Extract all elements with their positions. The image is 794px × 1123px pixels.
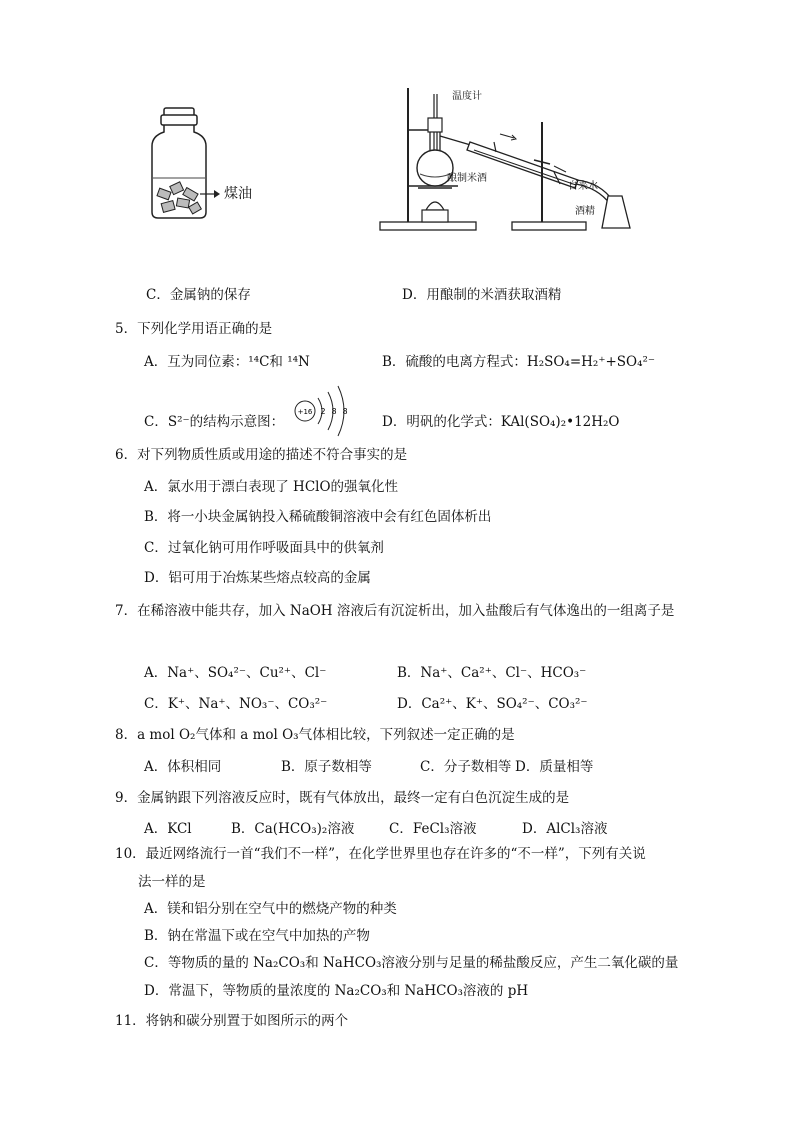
q9-option-b: B．Ca(HCO₃)₂溶液 xyxy=(231,821,355,837)
q10-option-a: A．镁和铝分别在空气中的燃烧产物的种类 xyxy=(144,901,397,917)
q10-option-b: B．钠在常温下或在空气中加热的产物 xyxy=(144,928,370,944)
q10-stem-line1: 10．最近网络流行一首“我们不一样”，在化学世界里也存在许多的“不一样”，下列有关说 xyxy=(115,846,646,862)
q4-option-d: D．用酿制的米酒获取酒精 xyxy=(402,287,562,303)
q9-stem: 9．金属钠跟下列溶液反应时，既有气体放出，最终一定有白色沉淀生成的是 xyxy=(115,790,570,806)
q6-stem: 6．对下列物质性质或用途的描述不符合事实的是 xyxy=(115,447,408,463)
label-thermometer: 温度计 xyxy=(452,91,482,102)
q5-stem: 5．下列化学用语正确的是 xyxy=(115,321,273,337)
nucleus-charge: +16 xyxy=(297,408,313,416)
q9-option-a: A．KCl xyxy=(144,821,192,837)
q8-option-d: D．质量相等 xyxy=(515,759,594,775)
label-tap-water: 自来水 xyxy=(568,181,598,192)
shell-2-electrons: 8 xyxy=(331,407,337,416)
q10-option-d: D．常温下，等物质的量浓度的 Na₂CO₃和 NaHCO₃溶液的 pH xyxy=(144,983,529,999)
label-receiver: 酒精 xyxy=(575,206,595,217)
q10-stem-line2: 法一样的是 xyxy=(138,874,206,890)
q5-option-a: A．互为同位素：¹⁴C和 ¹⁴N xyxy=(144,354,310,370)
q7-option-c: C．K⁺、Na⁺、NO₃⁻、CO₃²⁻ xyxy=(144,696,328,712)
q4-option-c: C．金属钠的保存 xyxy=(146,287,251,303)
q8-option-c: C．分子数相等 xyxy=(420,759,512,775)
label-flask: 酿制米酒 xyxy=(447,173,487,184)
q8-stem: 8．a mol O₂气体和 a mol O₃气体相比较，下列叙述一定正确的是 xyxy=(115,727,515,743)
distillation-apparatus-figure xyxy=(378,84,638,234)
bottle-label-kerosene: 煤油 xyxy=(224,186,252,202)
q8-option-b: B．原子数相等 xyxy=(281,759,372,775)
q7-option-a: A．Na⁺、SO₄²⁻、Cu²⁺、Cl⁻ xyxy=(144,665,327,681)
q5-option-c: C．S²⁻的结构示意图： xyxy=(144,414,285,430)
q5-option-d: D．明矾的化学式：KAl(SO₄)₂•12H₂O xyxy=(382,414,620,430)
reagent-bottle-figure xyxy=(140,106,280,226)
q6-option-a: A．氯水用于漂白表现了 HClO的强氧化性 xyxy=(144,479,399,495)
shell-3-electrons: 8 xyxy=(342,407,348,416)
q9-option-c: C．FeCl₃溶液 xyxy=(389,821,477,837)
q11-stem: 11．将钠和碳分别置于如图所示的两个 xyxy=(115,1013,349,1029)
q6-option-b: B．将一小块金属钠投入稀硫酸铜溶液中会有红色固体析出 xyxy=(144,509,492,525)
q6-option-d: D．铝可用于冶炼某些熔点较高的金属 xyxy=(144,570,371,586)
q10-option-c: C．等物质的量的 Na₂CO₃和 NaHCO₃溶液分别与足量的稀盐酸反应，产生二氧化碳的量 xyxy=(144,955,679,971)
q7-stem: 7．在稀溶液中能共存，加入 NaOH 溶液后有沉淀析出，加入盐酸后有气体逸出的一组离子是 xyxy=(115,603,675,619)
q7-option-d: D．Ca²⁺、K⁺、SO₄²⁻、CO₃²⁻ xyxy=(397,696,588,712)
q6-option-c: C．过氧化钠可用作呼吸面具中的供氧剂 xyxy=(144,540,384,556)
sulfide-ion-structure-diagram xyxy=(292,380,362,438)
q8-option-a: A．体积相同 xyxy=(144,759,222,775)
q5-option-b: B．硫酸的电离方程式：H₂SO₄=H₂⁺+SO₄²⁻ xyxy=(382,354,656,370)
q7-option-b: B．Na⁺、Ca²⁺、Cl⁻、HCO₃⁻ xyxy=(397,665,587,681)
q9-option-d: D．AlCl₃溶液 xyxy=(522,821,608,837)
shell-1-electrons: 2 xyxy=(320,407,326,416)
